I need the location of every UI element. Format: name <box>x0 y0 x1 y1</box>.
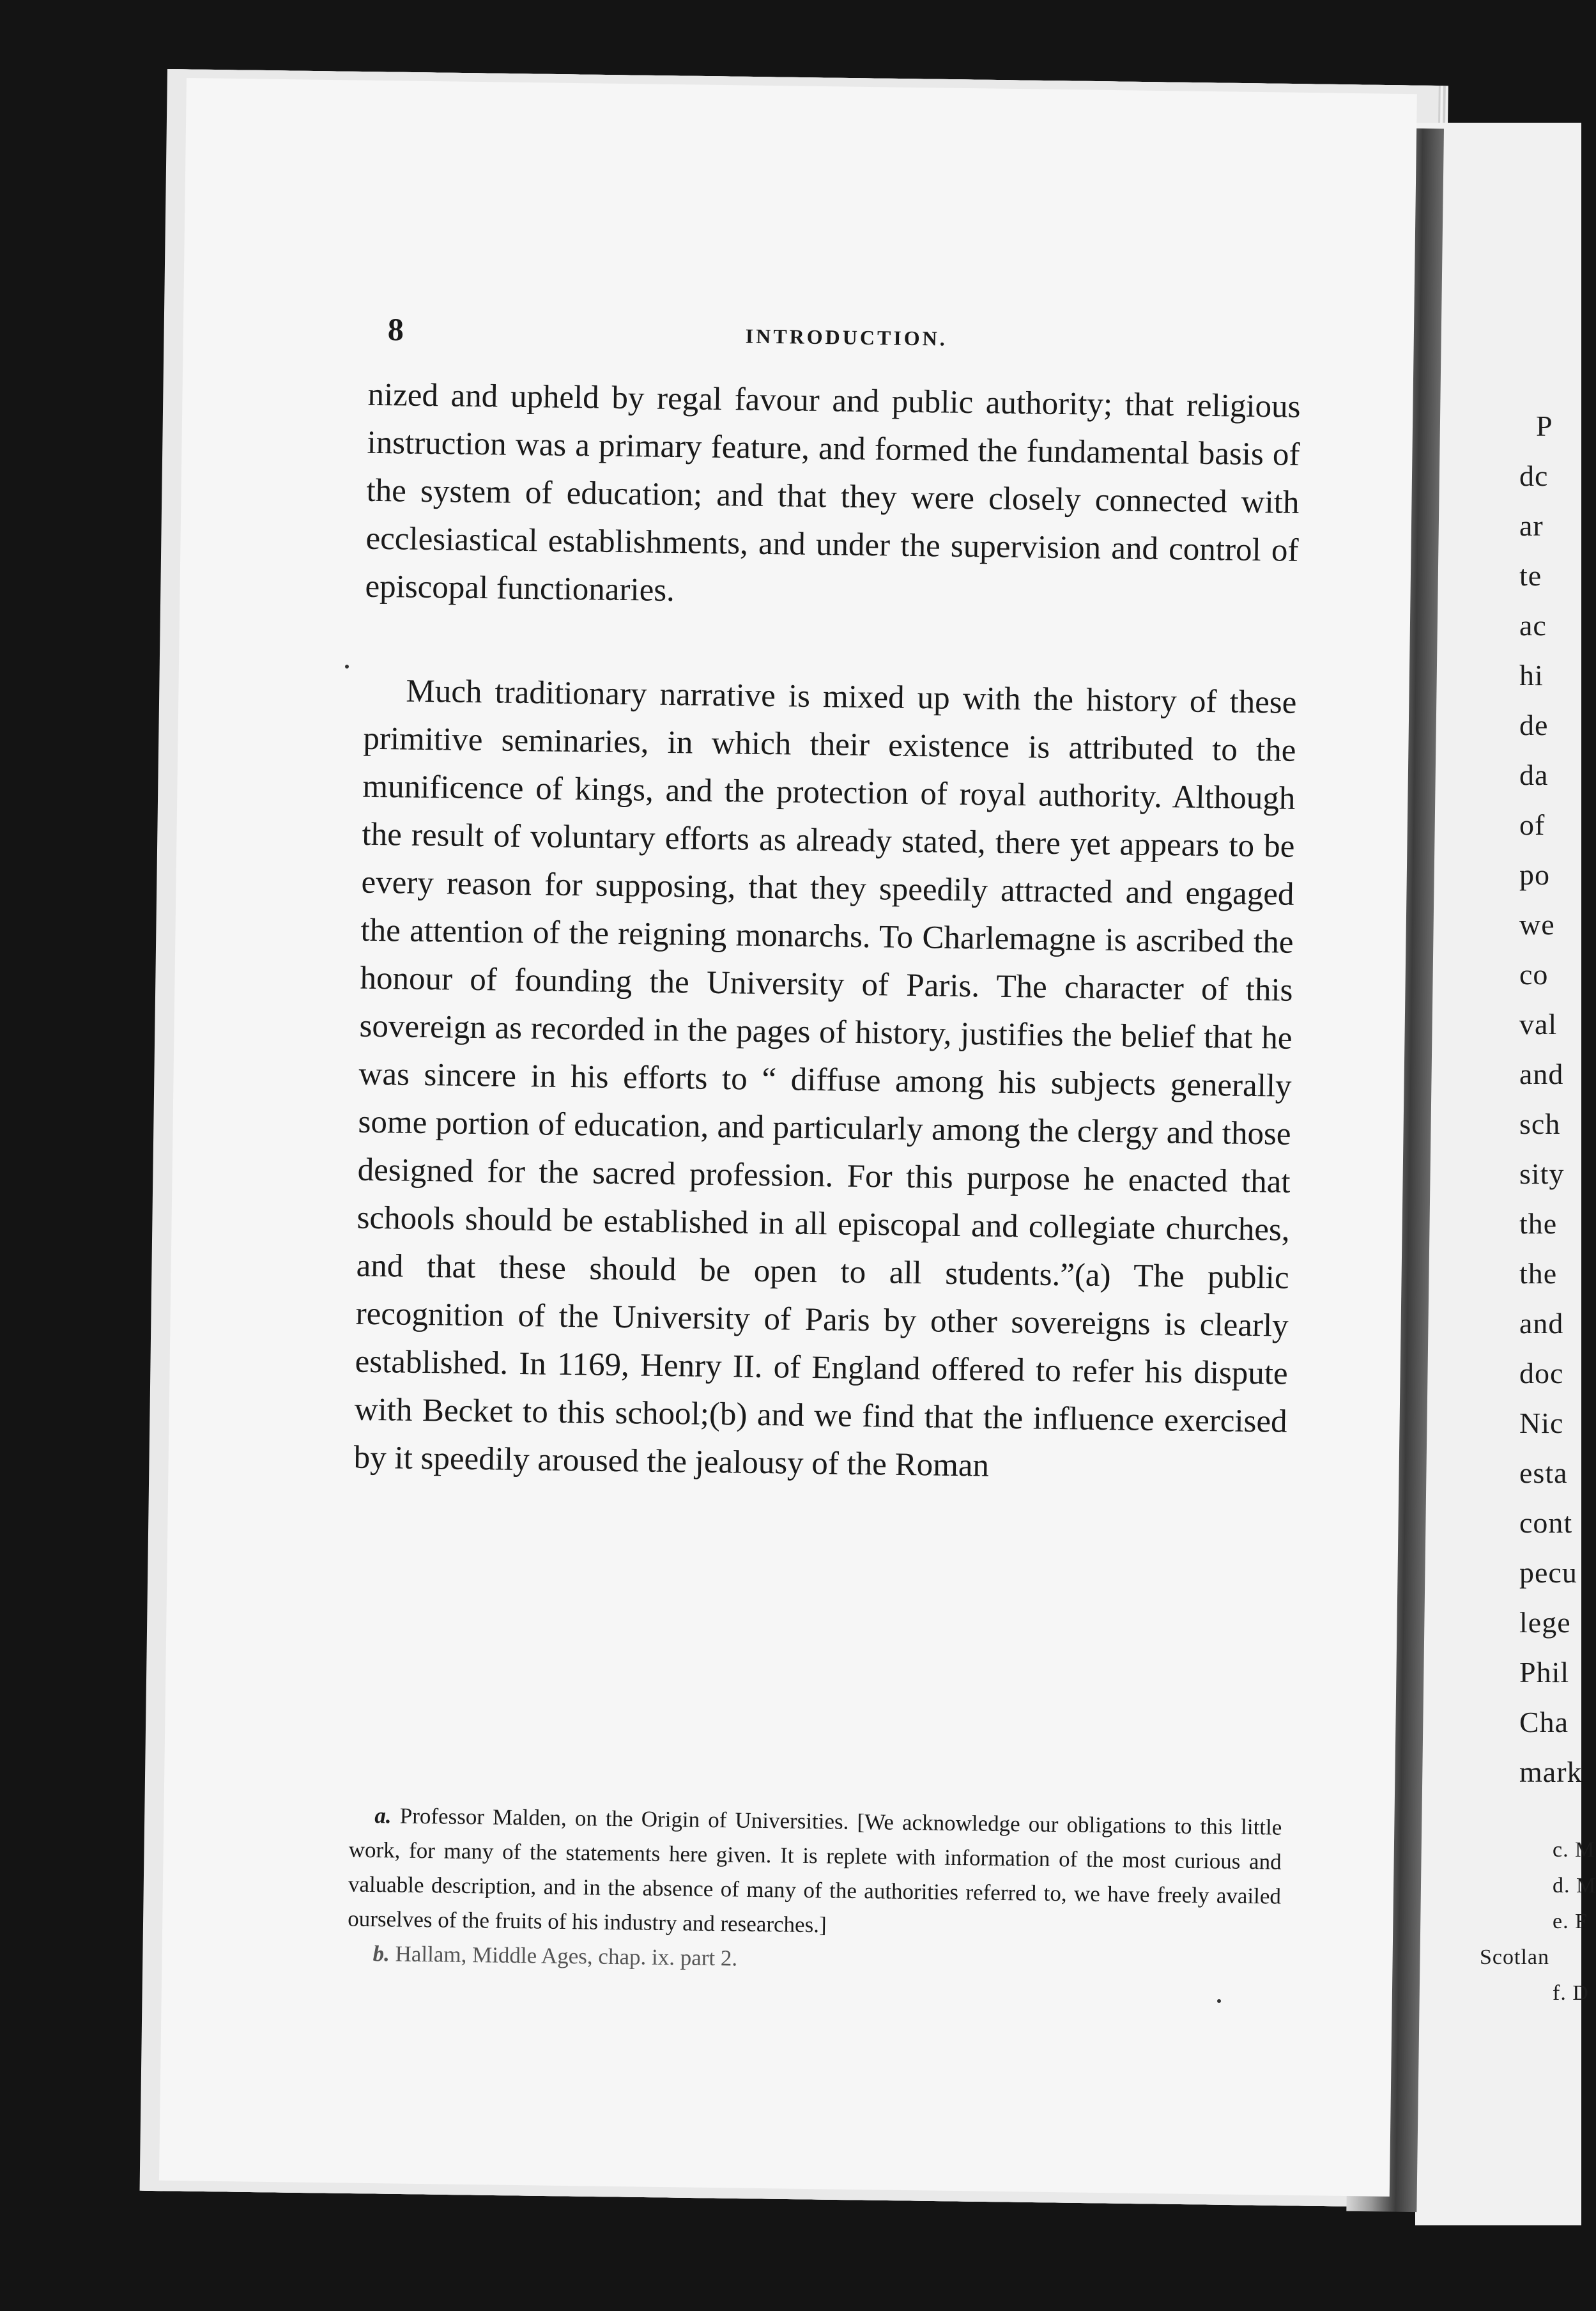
facing-line-fragment: Phil <box>1519 1656 1570 1689</box>
facing-line-fragment: the <box>1519 1257 1558 1290</box>
facing-line-fragment: ar <box>1519 509 1544 542</box>
facing-line-fragment: doc <box>1519 1357 1564 1389</box>
facing-line-fragment: po <box>1519 858 1550 891</box>
facing-line-fragment: of <box>1519 808 1546 841</box>
facing-line-fragment: lege <box>1519 1606 1571 1639</box>
facing-line-fragment: hi <box>1519 659 1544 692</box>
facing-note-fragment: Scotlan <box>1480 1945 1549 1969</box>
running-title: INTRODUCTION. <box>745 324 948 350</box>
facing-line-fragment: co <box>1519 958 1549 991</box>
facing-note-fragment: c. M <box>1553 1838 1595 1862</box>
footnote-marker: a. <box>374 1803 392 1828</box>
page-number: 8 <box>387 311 404 348</box>
facing-line-fragment: pecu <box>1519 1556 1577 1589</box>
footnote-text: Hallam, Middle Ages, chap. ix. part 2. <box>395 1941 738 1971</box>
stray-mark <box>345 665 349 669</box>
footnote-a <box>348 1798 1282 1949</box>
facing-line-fragment: esta <box>1519 1457 1568 1489</box>
paragraph-2: Much traditionary narrative is mixed up with the history of these primitive seminaries, in which their existence is attributed to the munificence of kings, and the protection of royal authority. Although the result of voluntary efforts as already stated, there yet appears to be every reason for supposing, that they speedily attracted and engaged the attention of the reigning monarchs. To Charlemagne is ascribed the honour of founding the University of Paris. The character of this sovereign as recorded in the pages of history, justifies the belief that he was sincere in his efforts to “ diffuse among his subjects generally some portion of education, and particularly among the clergy and those designed for the sacred profession. For this purpose he enacted that schools should be established in all episcopal and collegiate churches, and that these should be open to all students.”(a) The public recognition of the University of Paris by other sovereigns is clearly established. In 1169, Henry II. of England offered to refer his dispute with Becket to this school;(b) and we find that the influence exercised by it speedily aroused the jealousy of the Roman <box>353 673 1297 1484</box>
stray-mark <box>1217 1999 1221 2003</box>
facing-line-fragment: da <box>1519 759 1549 791</box>
facing-line-fragment: de <box>1519 709 1549 741</box>
facing-line-fragment: and <box>1519 1058 1564 1090</box>
footnote-text: Professor Malden, on the Origin of Universities. [We acknowledge our obligations to this little work, for many of the statements here given. It is replete with information of the most curious and valuable description, and in the absence of many of the authorities referred to, we have freely availed ourselves of the fruits of his industry and researches.] <box>348 1803 1282 1938</box>
paragraph-1: nized and upheld by regal favour and public authority; that religious instruction was a primary feature, and formed the fundamental basis of the system of education; and that they were closely connected with ecclesiastical establishments, and under the supervision and control of episcopal functionaries. <box>365 376 1301 609</box>
facing-line-fragment: Nic <box>1519 1407 1564 1439</box>
facing-note-fragment: e. F <box>1553 1910 1588 1933</box>
body-text <box>353 371 1301 1494</box>
facing-line-fragment: val <box>1519 1008 1558 1040</box>
facing-note-fragment: d. M <box>1553 1874 1596 1897</box>
facing-note-fragment: f. D <box>1553 1981 1589 2005</box>
footnotes <box>347 1798 1282 1983</box>
facing-line-fragment: ac <box>1519 609 1547 642</box>
facing-line-fragment: cont <box>1519 1506 1573 1539</box>
facing-line-fragment: and <box>1519 1307 1564 1340</box>
running-head <box>387 311 1308 361</box>
facing-line-fragment: P <box>1536 410 1553 442</box>
facing-line-fragment: sch <box>1519 1108 1561 1140</box>
facing-line-fragment: dc <box>1519 460 1549 492</box>
facing-line-fragment: te <box>1519 559 1542 592</box>
facing-page-text <box>1480 0 1596 2311</box>
facing-line-fragment: Cha <box>1519 1706 1569 1738</box>
facing-line-fragment: the <box>1519 1207 1558 1240</box>
facing-line-fragment: mark <box>1519 1756 1583 1788</box>
facing-line-fragment: we <box>1519 908 1555 941</box>
footnote-marker: b. <box>372 1941 390 1967</box>
book-page <box>159 78 1417 2197</box>
facing-line-fragment: sity <box>1519 1157 1565 1190</box>
